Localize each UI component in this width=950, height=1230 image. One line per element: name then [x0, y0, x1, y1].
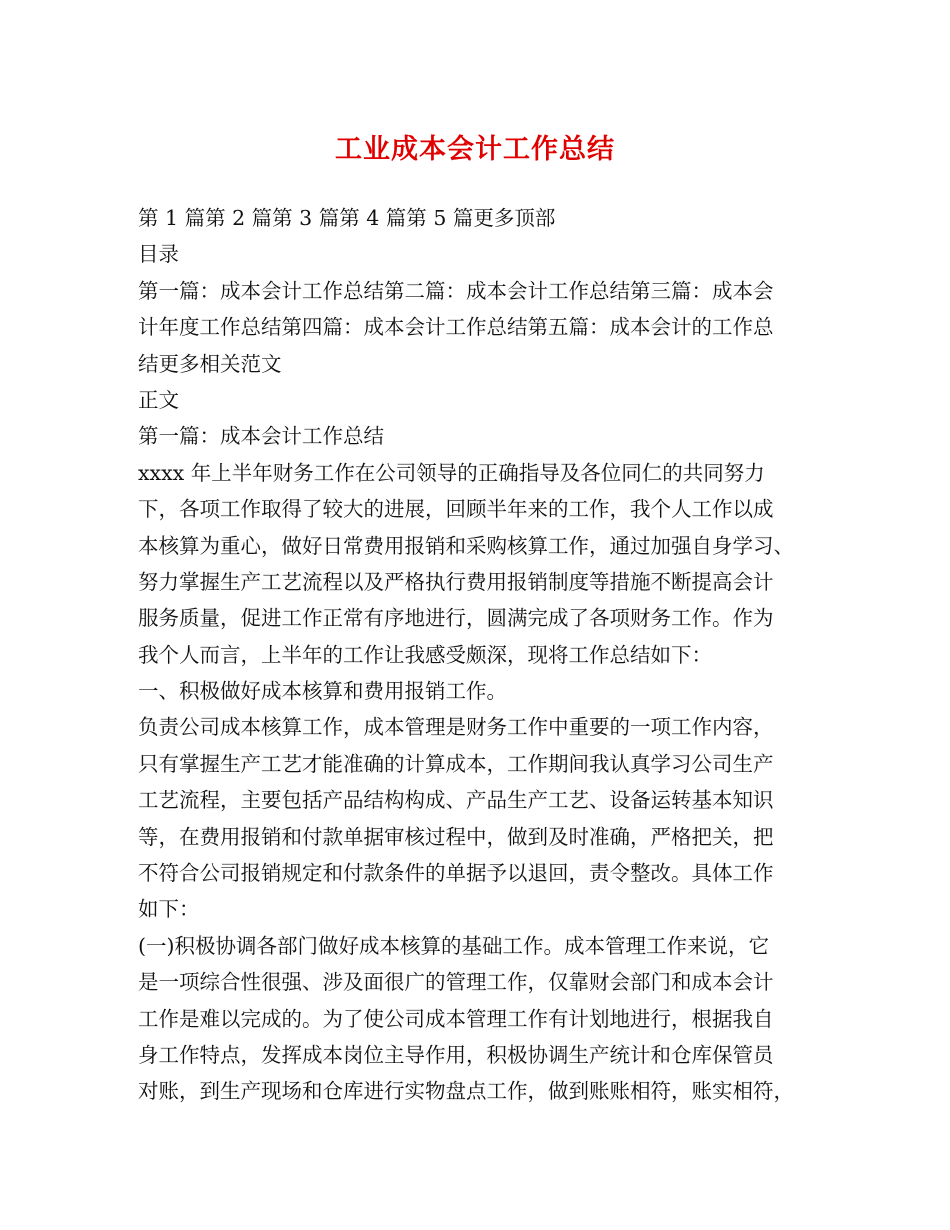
body-line: 工艺流程，主要包括产品结构构成、产品生产工艺、设备运转基本知识: [138, 788, 774, 813]
body-line: 工作是难以完成的。为了使公司成本管理工作有计划地进行，根据我自: [138, 1006, 774, 1031]
body-line: 第一篇：成本会计工作总结: [138, 424, 384, 449]
body-line: xxxx 年上半年财务工作在公司领导的正确指导及各位同仁的共同努力: [138, 460, 765, 485]
body-line: 下，各项工作取得了较大的进展，回顾半年来的工作，我个人工作以成: [138, 497, 774, 522]
body-line: 目录: [138, 242, 179, 267]
body-line: 计年度工作总结第四篇：成本会计工作总结第五篇：成本会计的工作总: [138, 315, 774, 340]
body-line: 我个人而言，上半年的工作让我感受颇深，现将工作总结如下：: [138, 642, 712, 667]
body-line: 正文: [138, 387, 179, 412]
body-line: (一)积极协调各部门做好成本核算的基础工作。成本管理工作来说，它: [138, 933, 769, 958]
body-line: 等，在费用报销和付款单据审核过程中，做到及时准确，严格把关，把: [138, 824, 774, 849]
document-body: [138, 200, 814, 1110]
body-line: 第一篇：成本会计工作总结第二篇：成本会计工作总结第三篇：成本会: [138, 278, 774, 303]
body-line: 负责公司成本核算工作，成本管理是财务工作中重要的一项工作内容，: [138, 715, 774, 740]
body-line: 只有掌握生产工艺才能准确的计算成本，工作期间我认真学习公司生产: [138, 751, 774, 776]
body-line: 本核算为重心，做好日常费用报销和采购核算工作，通过加强自身学习、: [138, 533, 794, 558]
body-line: 一、积极做好成本核算和费用报销工作。: [138, 679, 507, 704]
body-line: 身工作特点，发挥成本岗位主导作用，积极协调生产统计和仓库保管员: [138, 1042, 774, 1067]
body-line: 是一项综合性很强、涉及面很广的管理工作，仅靠财会部门和成本会计: [138, 970, 774, 995]
body-line: 不符合公司报销规定和付款条件的单据予以退回，责令整改。具体工作: [138, 861, 774, 886]
body-line: 努力掌握生产工艺流程以及严格执行费用报销制度等措施不断提高会计: [138, 569, 774, 594]
body-line: 服务质量，促进工作正常有序地进行，圆满完成了各项财务工作。作为: [138, 606, 774, 631]
body-line: 如下：: [138, 897, 200, 922]
document-title: 工业成本会计工作总结: [335, 134, 615, 165]
body-line: 第 1 篇第 2 篇第 3 篇第 4 篇第 5 篇更多顶部: [138, 206, 556, 230]
body-line: 对账，到生产现场和仓库进行实物盘点工作，做到账账相符，账实相符，: [138, 1079, 794, 1104]
body-line: 结更多相关范文: [138, 351, 282, 376]
